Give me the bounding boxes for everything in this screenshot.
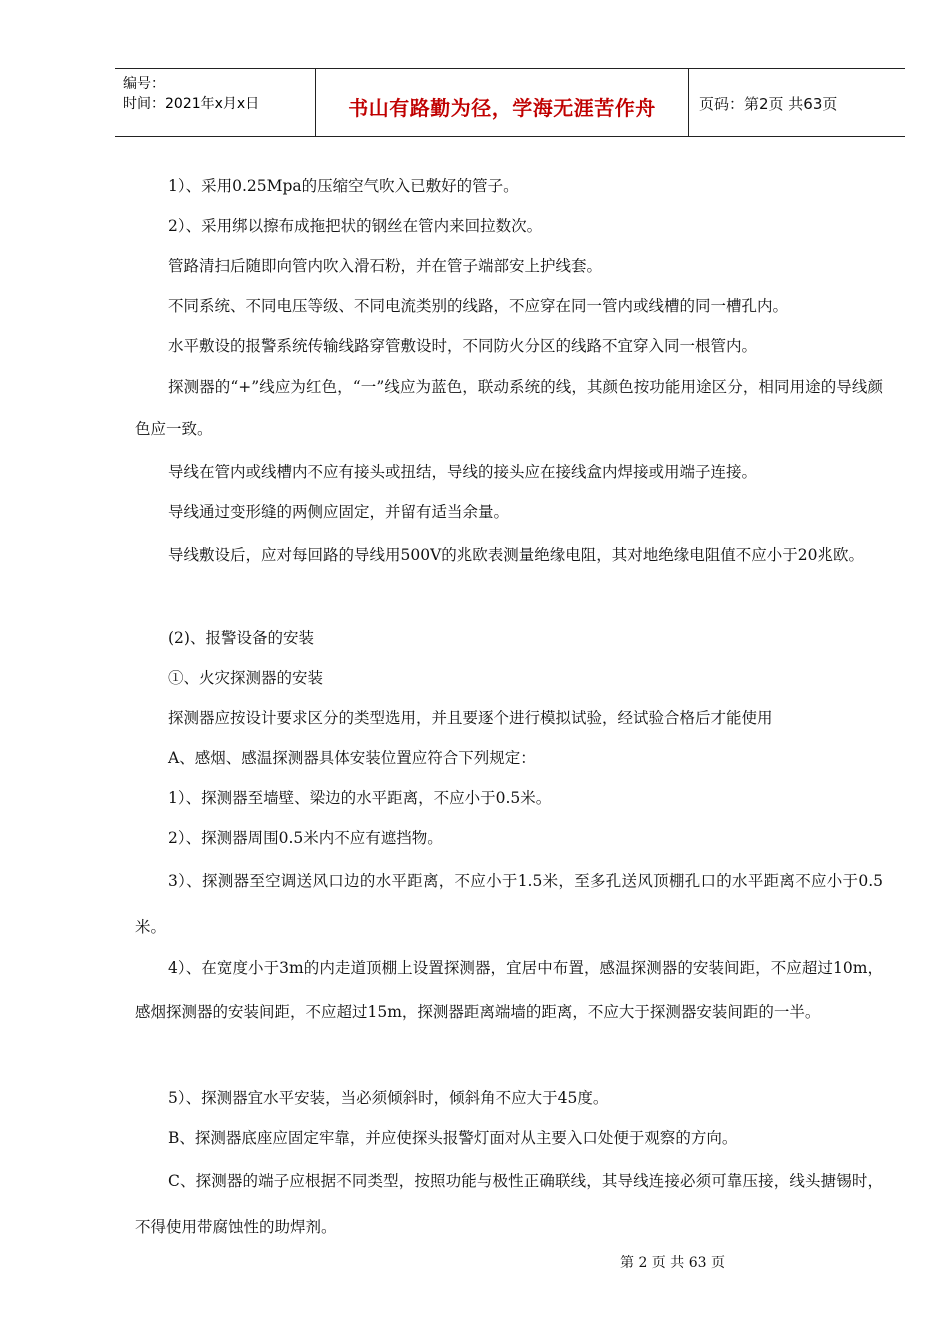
page-header bbox=[115, 68, 905, 137]
header-page-info: 页码：第2页 共63页 bbox=[699, 95, 838, 113]
paragraph: 4）、在宽度小于3m的内走道顶棚上设置探测器，宜居中布置，感温探测器的安装间距，不应超过10m，感烟探测器的安装间距，不应超过15m，探测器距离端墙的距离，不应大于探测器安装间距的一半。 bbox=[135, 959, 883, 1021]
header-page-cell bbox=[689, 69, 905, 136]
paragraph: 2）、探测器周围0.5米内不应有遮挡物。 bbox=[168, 829, 443, 847]
subsection-heading: ①、火灾探测器的安装 bbox=[168, 669, 324, 687]
paragraph: 导线在管内或线槽内不应有接头或扭结，导线的接头应在接线盒内焊接或用端子连接。 bbox=[168, 463, 758, 481]
paragraph: 探测器应按设计要求区分的类型选用，并且要逐个进行模拟试验，经试验合格后才能使用 bbox=[168, 709, 773, 727]
paragraph: B、探测器底座应固定牢靠，并应使探头报警灯面对从主要入口处便于观察的方向。 bbox=[168, 1129, 738, 1147]
paragraph: 管路清扫后随即向管内吹入滑石粉，并在管子端部安上护线套。 bbox=[168, 257, 603, 275]
paragraph: 5）、探测器宜水平安装，当必须倾斜时，倾斜角不应大于45度。 bbox=[168, 1089, 609, 1107]
number-label: 编号： bbox=[123, 76, 165, 92]
paragraph: 2）、采用绑以擦布成拖把状的钢丝在管内来回拉数次。 bbox=[168, 217, 543, 235]
motto-text: 书山有路勤为径，学海无涯苦作舟 bbox=[348, 96, 656, 120]
paragraph: 导线通过变形缝的两侧应固定，并留有适当余量。 bbox=[168, 503, 510, 521]
paragraph: 水平敷设的报警系统传输线路穿管敷设时，不同防火分区的线路不宜穿入同一根管内。 bbox=[168, 337, 758, 355]
section-heading: (2)、报警设备的安装 bbox=[168, 629, 314, 647]
paragraph: A、感烟、感温探测器具体安装位置应符合下列规定： bbox=[168, 749, 536, 767]
time-label: 时间：2021年x月x日 bbox=[123, 96, 260, 112]
paragraph: 1）、探测器至墙壁、梁边的水平距离，不应小于0.5米。 bbox=[168, 789, 552, 807]
paragraph: 导线敷设后，应对每回路的导线用500V的兆欧表测量绝缘电阻，其对地绝缘电阻值不应小于20兆欧。 bbox=[168, 546, 865, 564]
paragraph: 3）、探测器至空调送风口边的水平距离，不应小于1.5米，至多孔送风顶棚孔口的水平距离不应小于0.5米。 bbox=[135, 872, 883, 936]
paragraph: C、探测器的端子应根据不同类型，按照功能与极性正确联线，其导线连接必须可靠压接，线头搪锡时，不得使用带腐蚀性的助焊剂。 bbox=[135, 1172, 883, 1236]
page-footer: 第 2 页 共 63 页 bbox=[620, 1255, 725, 1271]
header-motto-cell bbox=[315, 69, 689, 136]
paragraph: 不同系统、不同电压等级、不同电流类别的线路，不应穿在同一管内或线槽的同一槽孔内。 bbox=[168, 297, 789, 315]
paragraph: 1）、采用0.25Mpa的压缩空气吹入已敷好的管子。 bbox=[168, 177, 519, 195]
paragraph: 探测器的“+”线应为红色，“一”线应为蓝色，联动系统的线，其颜色按功能用途区分，相同用途的导线颜色应一致。 bbox=[135, 378, 883, 438]
header-meta bbox=[115, 69, 315, 136]
